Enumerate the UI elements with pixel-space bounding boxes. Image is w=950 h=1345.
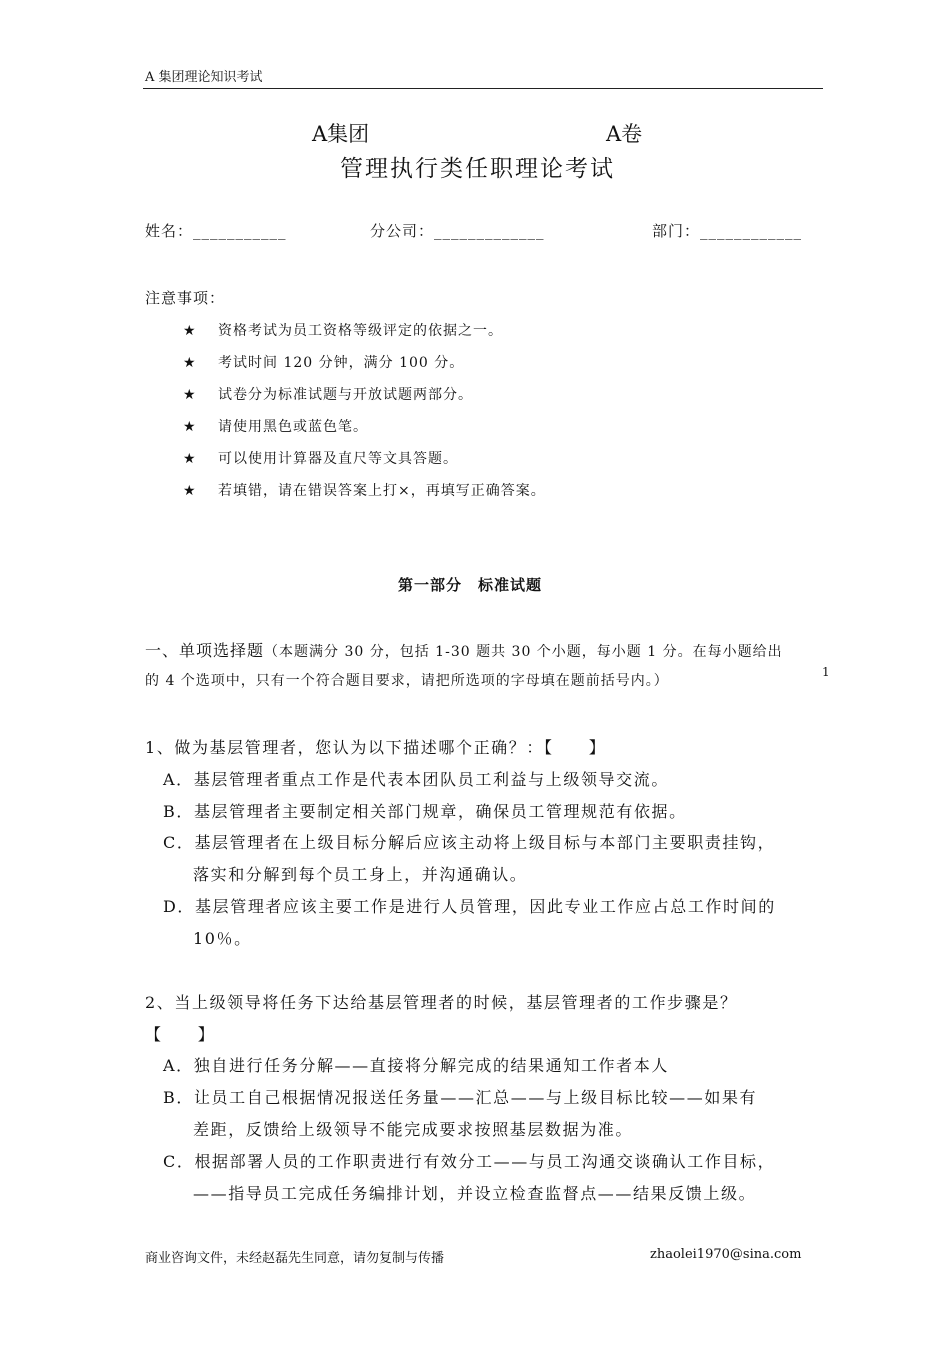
branch-label: 分公司：: [370, 222, 435, 240]
option-b: B．基层管理者主要制定相关部门规章，确保员工管理规范有依据。: [163, 802, 687, 821]
question-stem: 1、做为基层管理者，您认为以下描述哪个正确？：【 】: [145, 738, 607, 757]
name-field[interactable]: [145, 220, 287, 241]
footer-email: zhaolei1970@sina.com: [650, 1247, 802, 1262]
footer-copyright: 商业咨询文件，未经赵磊先生同意，请勿复制与传播: [145, 1251, 445, 1266]
name-blank: ___________: [193, 222, 287, 240]
exam-title: 管理执行类任职理论考试: [340, 156, 615, 182]
star-icon: ★: [183, 355, 197, 371]
option-c: C．基层管理者在上级目标分解后应该主动将上级目标与本部门主要职责挂钩，: [163, 833, 776, 852]
part-title: 第一部分 标准试题: [398, 576, 543, 594]
option-d-cont: 10％。: [193, 929, 252, 948]
notice-item: ★ 请使用黑色或蓝色笔。: [183, 419, 368, 435]
option-d: D．基层管理者应该主要工作是进行人员管理，因此专业工作应占总工作时间的: [163, 897, 776, 916]
star-icon: ★: [183, 387, 197, 403]
option-b-cont: 差距，反馈给上级领导不能完成要求按照基层数据为准。: [193, 1120, 634, 1139]
question-stem: 2、当上级领导将任务下达给基层管理者的时候，基层管理者的工作步骤是？: [145, 993, 738, 1012]
star-icon: ★: [183, 419, 197, 435]
option-c: C．根据部署人员的工作职责进行有效分工——与员工沟通交谈确认工作目标，: [163, 1152, 776, 1171]
notice-item: ★ 考试时间 120 分钟，满分 100 分。: [183, 355, 465, 371]
option-b: B．让员工自己根据情况报送任务量——汇总——与上级目标比较——如果有: [163, 1088, 758, 1107]
page-number: 1: [822, 665, 830, 679]
company-name: A集团: [312, 122, 370, 146]
star-icon: ★: [183, 451, 197, 467]
department-label: 部门：: [652, 222, 701, 240]
option-a: A．基层管理者重点工作是代表本团队员工利益与上级领导交流。: [163, 770, 669, 789]
department-blank: ____________: [700, 222, 803, 240]
notice-item: ★ 可以使用计算器及直尺等文具答题。: [183, 451, 458, 467]
section-label: 一、单项选择题: [145, 641, 265, 660]
option-c-cont: ——指导员工完成任务编排计划，并设立检查监督点——结果反馈上级。: [193, 1184, 757, 1203]
question-answer-bracket: 【 】: [145, 1025, 216, 1044]
notice-item: ★ 若填错，请在错误答案上打×，再填写正确答案。: [183, 483, 546, 499]
section-instruction-cont: 的 4 个选项中，只有一个符合题目要求，请把所选项的字母填在题前括号内。）: [145, 673, 669, 689]
notice-title: 注意事项：: [145, 289, 226, 307]
running-header: A 集团理论知识考试: [145, 70, 263, 85]
notice-item: ★ 资格考试为员工资格等级评定的依据之一。: [183, 323, 503, 339]
header-rule: [143, 88, 823, 89]
branch-field[interactable]: [370, 220, 545, 241]
option-a: A．独自进行任务分解——直接将分解完成的结果通知工作者本人: [163, 1056, 669, 1075]
star-icon: ★: [183, 323, 197, 339]
name-label: 姓名：: [145, 222, 194, 240]
notice-item: ★ 试卷分为标准试题与开放试题两部分。: [183, 387, 473, 403]
department-field[interactable]: [652, 220, 802, 241]
star-icon: ★: [183, 483, 197, 499]
branch-blank: _____________: [434, 222, 545, 240]
option-c-cont: 落实和分解到每个员工身上，并沟通确认。: [193, 865, 528, 884]
section-instruction: 一、单项选择题（本题满分 30 分，包括 1-30 题共 30 个小题，每小题 1 分。在每小题给出: [145, 641, 783, 660]
paper-version: A卷: [606, 122, 643, 146]
